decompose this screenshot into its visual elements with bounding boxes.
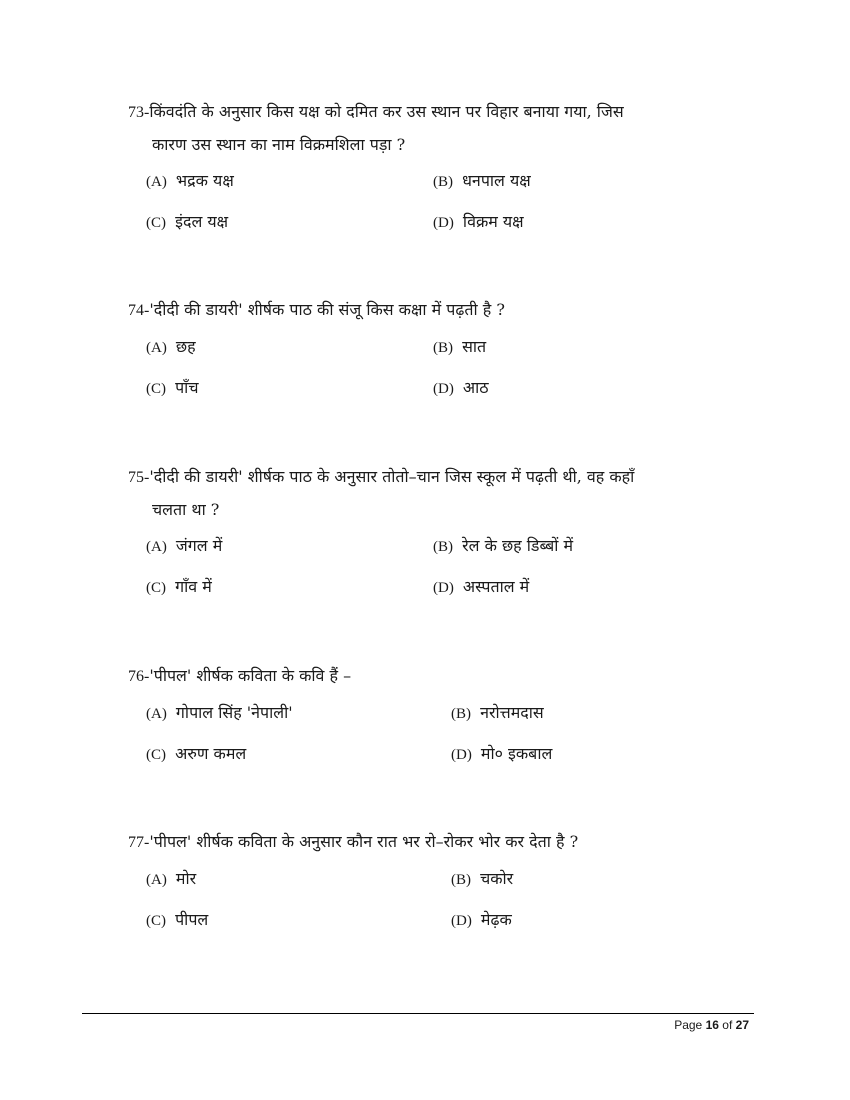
- option-c: [146, 742, 246, 764]
- question-text-line2: कारण उस स्थान का नाम विक्रमशिला पड़ा ?: [152, 135, 406, 154]
- option-label: (D): [433, 381, 454, 397]
- options: [128, 335, 750, 417]
- options: [128, 534, 750, 616]
- question-74: [128, 294, 750, 417]
- option-d: [451, 908, 512, 930]
- question-number: 74-: [128, 302, 150, 319]
- option-label: (D): [451, 747, 472, 763]
- option-a: [146, 534, 222, 556]
- option-text: रेल के छह डिब्बों में: [462, 536, 574, 555]
- option-text: पीपल: [175, 910, 209, 929]
- option-b: [451, 701, 544, 723]
- option-label: (A): [146, 539, 167, 555]
- footer-divider: [82, 1013, 754, 1014]
- option-a: [146, 867, 196, 889]
- question-number: 73-: [128, 104, 150, 121]
- total-page-count: 27: [735, 1018, 749, 1032]
- option-b: [433, 169, 531, 191]
- option-c: [146, 376, 199, 398]
- option-d: [433, 575, 529, 597]
- option-d: [433, 210, 524, 232]
- option-label: (C): [146, 580, 166, 596]
- option-d: [451, 742, 552, 764]
- option-label: (B): [451, 706, 471, 722]
- option-a: [146, 335, 196, 357]
- option-b: [451, 867, 513, 889]
- option-text: इंदल यक्ष: [175, 212, 229, 231]
- question-text-line1: किंवदंति के अनुसार किस यक्ष को दमित कर उस स्थान पर विहार बनाया गया, जिस: [149, 102, 624, 121]
- option-label: (C): [146, 381, 166, 397]
- question-76: [128, 660, 750, 783]
- option-text: जंगल में: [175, 536, 223, 555]
- option-label: (B): [451, 872, 471, 888]
- option-label: (D): [451, 913, 472, 929]
- question-text: [128, 826, 750, 859]
- option-c: [146, 575, 212, 597]
- option-text: चकोर: [480, 869, 514, 888]
- page-word: Page: [674, 1018, 703, 1032]
- question-text-line1: 'दीदी की डायरी' शीर्षक पाठ के अनुसार तोतो–चान जिस स्कूल में पढ़ती थी, वह कहाँ: [149, 467, 635, 486]
- option-text: गाँव में: [175, 577, 212, 596]
- option-text: मोर: [175, 869, 197, 888]
- of-word: of: [722, 1018, 733, 1032]
- option-text: छह: [175, 337, 196, 356]
- option-label: (B): [433, 340, 453, 356]
- option-text: अरुण कमल: [175, 744, 247, 763]
- option-label: (A): [146, 872, 167, 888]
- options: [128, 701, 750, 783]
- options: [128, 867, 750, 949]
- option-b: [433, 534, 573, 556]
- option-label: (C): [146, 747, 166, 763]
- option-a: [146, 169, 234, 191]
- option-text: गोपाल सिंह 'नेपाली': [175, 703, 293, 722]
- option-label: (D): [433, 580, 454, 596]
- option-c: [146, 908, 208, 930]
- option-b: [433, 335, 486, 357]
- option-text: विक्रम यक्ष: [462, 212, 524, 231]
- option-c: [146, 210, 228, 232]
- page-footer: [674, 1018, 749, 1032]
- option-text: अस्पताल में: [462, 577, 530, 596]
- question-number: 76-: [128, 668, 150, 685]
- option-text: सात: [462, 337, 487, 356]
- option-label: (A): [146, 706, 167, 722]
- option-text: नरोत्तमदास: [480, 703, 544, 722]
- option-label: (A): [146, 174, 167, 190]
- option-text: धनपाल यक्ष: [462, 171, 531, 190]
- question-73: [128, 96, 750, 251]
- option-label: (C): [146, 215, 166, 231]
- option-d: [433, 376, 489, 398]
- option-label: (A): [146, 340, 167, 356]
- option-label: (C): [146, 913, 166, 929]
- question-text-line1: 'पीपल' शीर्षक कविता के अनुसार कौन रात भर रो–रोकर भोर कर देता है ?: [149, 832, 579, 851]
- question-77: [128, 826, 750, 949]
- question-text-line1: 'पीपल' शीर्षक कविता के कवि हैं –: [149, 666, 352, 685]
- option-text: आठ: [462, 378, 489, 397]
- option-text: पाँच: [175, 378, 199, 397]
- option-text: भद्रक यक्ष: [175, 171, 234, 190]
- option-label: (B): [433, 174, 453, 190]
- question-text: [128, 461, 750, 494]
- question-text: [128, 294, 750, 327]
- option-text: मेढ़क: [480, 910, 512, 929]
- current-page-number: 16: [705, 1018, 719, 1032]
- option-label: (B): [433, 539, 453, 555]
- option-text: मो० इकबाल: [480, 744, 553, 763]
- question-text-line1: 'दीदी की डायरी' शीर्षक पाठ की संजू किस कक्षा में पढ़ती है ?: [149, 300, 505, 319]
- option-label: (D): [433, 215, 454, 231]
- question-text: [128, 660, 750, 693]
- options: [128, 169, 750, 251]
- question-75: [128, 461, 750, 616]
- question-number: 75-: [128, 469, 150, 486]
- question-text-line2: चलता था ?: [152, 500, 220, 519]
- question-text: [128, 96, 750, 129]
- question-number: 77-: [128, 834, 150, 851]
- option-a: [146, 701, 293, 723]
